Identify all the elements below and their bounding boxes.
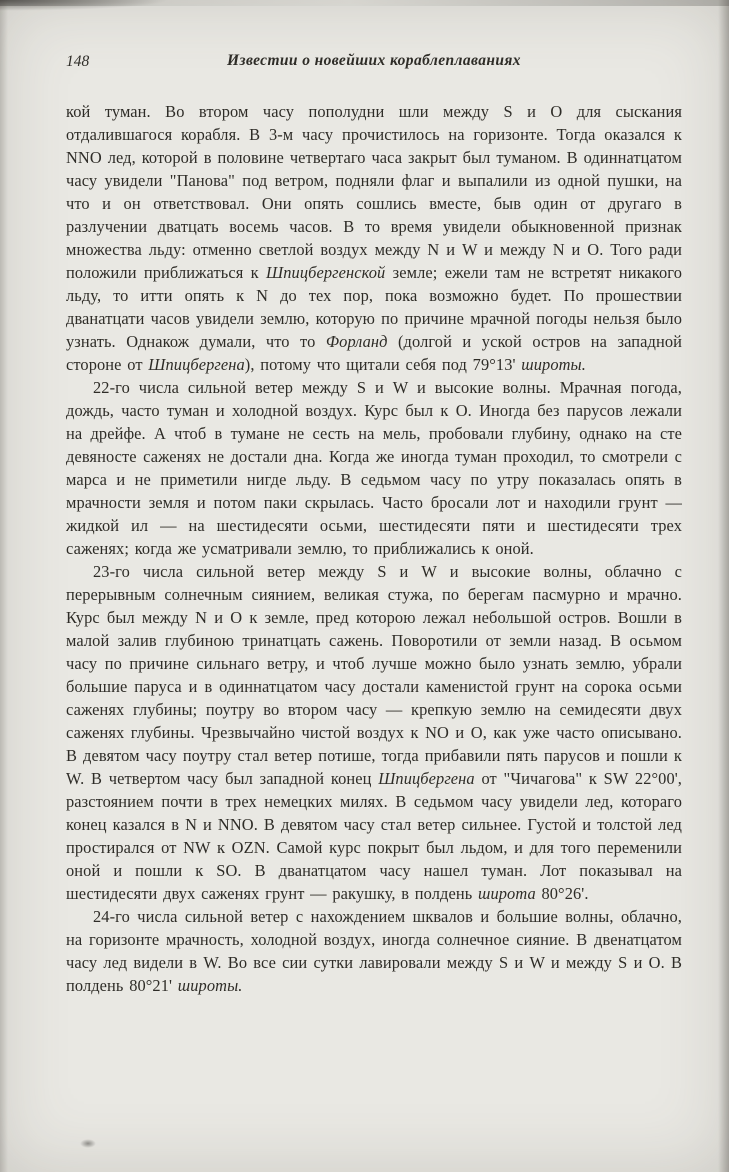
page-header	[66, 52, 682, 74]
text-run: ), потому что щитали себя под 79°13'	[244, 355, 522, 374]
text-run: 23-го числа сильной ветер между S и W и высокие волны, облачно с перерывным солнечным сиянием, великая стужа, по берегам пасмурно и мрачно. Курс был между N и O к земле, пред которою лежал небольшой остров. Вошли в малой залив глубиною тринатцать сажень. Поворотили от земли назад. В осьмом часу по причине сильнаго ветру, и чтоб лучше можно было узнать землю, убрали большие паруса и в одиннатцатом часу достали каменистой грунт на сорока осьми саженях глубины; поутру во втором часу — крепкую землю на семидесяти двух саженях глубины. Чрезвычайно чистой воздух к NO и O, как уже часто описывано. В девятом часу поутру стал ветер потише, тогда прибавили пять парусов и пошли к W. В четвертом часу был западной конец	[66, 562, 682, 788]
italic-text: Шпицбергена	[148, 355, 245, 374]
text-run: 22-го числа сильной ветер между S и W и высокие волны. Мрачная погода, дождь, часто туман и холодной воздух. Курс был к O. Иногда без парусов лежали на дрейфе. А чтоб в тумане не сесть на мель, пробовали глубину, однако на сте девяносте саженях не достали дна. Когда же иногда туман проходил, то смотрели с марса и не приметили нигде льду. В седьмом часу по утру показалась опять в мрачности земля и потом паки скрылась. Часто бросали лот и находили грунт — жидкой ил — на шестидесяти осьми, шестидесяти пяти и шестидесяти трех саженях; когда же усматривали землю, то приближались к оной.	[66, 378, 682, 558]
page-body	[66, 100, 682, 997]
paragraph	[66, 376, 682, 560]
italic-text: Шпицбергенской	[266, 263, 386, 282]
text-run: 80°26'.	[535, 884, 589, 903]
page-number: 148	[66, 53, 90, 70]
text-run: от "Чичагова" к SW 22°00', разстоянием почти в трех немецких милях. В седьмом часу увидели лед, котораго конец казался в N и NNO. В девятом часу стал ветер сильнее. Густой и толстой лед простирался от NW к OZN. Самой курс покрыт был льдом, и для того переменили оной и пошли к SO. В дванатцатом часу нашел туман. Лот показывал на шестидесяти двух саженях грунт — ракушку, в полдень	[66, 769, 682, 903]
text-run: кой туман. Во втором часу пополудни шли между S и O для сыскания отдалившагося корабля. В 3-м часу прочистилось на горизонте. Тогда оказался к NNO лед, которой в половине четвертаго часа закрыт был туманом. В одиннатцатом часу увидели "Панова" под ветром, подняли флаг и выпалили из одной пушки, на что и он ответствовал. Они опять сошлись вместе, быв один от другаго в разлучении дватцать восемь часов. В то время увидели обыкновенной признак множества льду: отменно светлой воздух между N и W и между N и O. Того ради положили приближаться к	[66, 102, 682, 282]
paragraph	[66, 100, 682, 376]
running-header: Известии о новейших кораблеплаваниях	[227, 52, 521, 69]
italic-text: широта	[477, 884, 536, 903]
italic-text: Шпицбергена	[378, 769, 475, 788]
italic-text: Форланд	[325, 332, 388, 351]
paragraph	[66, 560, 682, 905]
italic-text: широты.	[177, 976, 243, 995]
italic-text: широты.	[521, 355, 586, 374]
scan-artifact-speck	[80, 1139, 96, 1148]
text-run: земле; ежели там не встретят никакого льду, то итти опять к N до тех пор, пока возможно будет. По прошествии дванатцати часов увидели землю, которую по причине мрачной погоды нельзя было узнать. Однакож думали, что то	[66, 263, 683, 351]
paragraph	[66, 905, 682, 997]
text-run: (долгой и уской остров на западной стороне от	[66, 332, 682, 374]
text-run: 24-го числа сильной ветер с нахождением шквалов и большие волны, облачно, на горизонте мрачность, холодной воздух, иногда солнечное сияние. В двенатцатом часу лед видели в W. Во все сии сутки лавировали между S и W и между S и O. В полдень 80°21'	[66, 907, 682, 995]
